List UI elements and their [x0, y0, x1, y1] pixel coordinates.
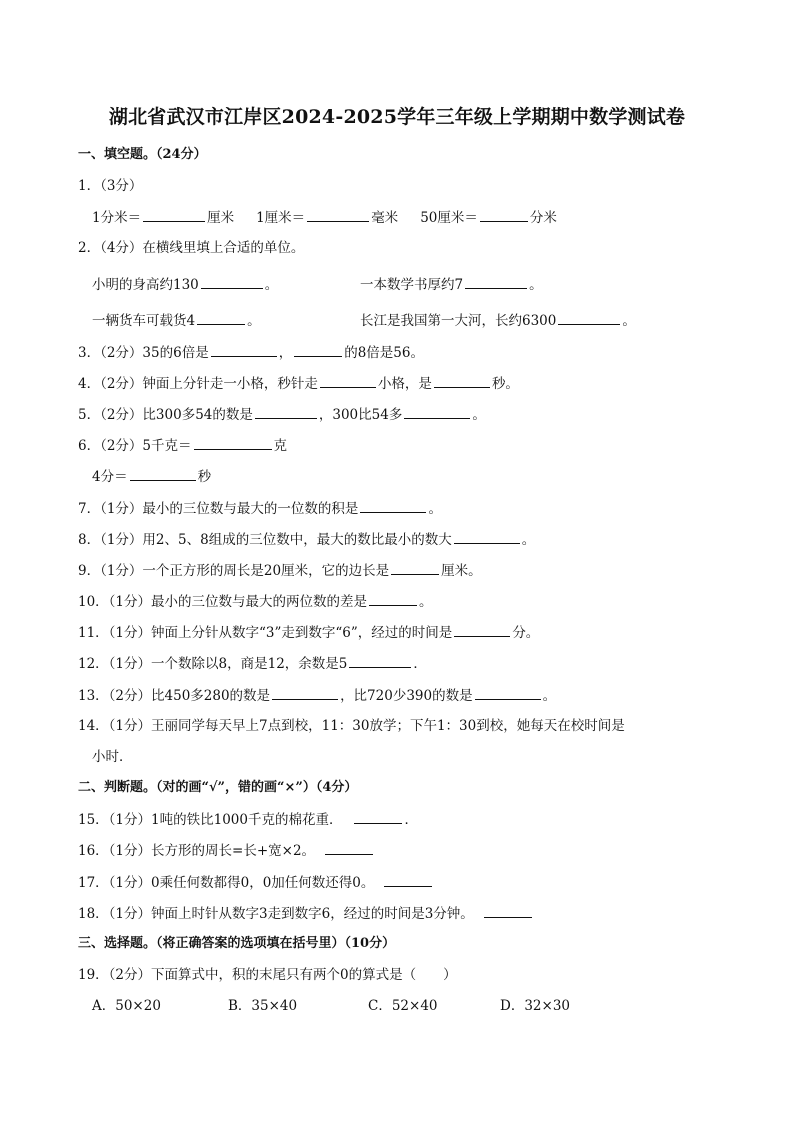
answer-blank[interactable] — [211, 343, 277, 357]
answer-blank[interactable] — [360, 499, 426, 513]
answer-blank[interactable] — [201, 275, 263, 289]
answer-blank[interactable] — [434, 374, 490, 388]
option-a[interactable]: A．50×20 — [92, 998, 161, 1014]
question-2a: 小明的身高约130 。 — [92, 277, 279, 293]
question-2c: 一辆货车可载货4 。 — [92, 313, 261, 329]
answer-blank[interactable] — [272, 686, 338, 700]
question-8: 8．（1分）用2、5、8组成的三位数中，最大的数比最小的数大 。 — [78, 532, 536, 548]
answer-blank[interactable] — [354, 810, 402, 824]
question-10: 10．（1分）最小的三位数与最大的两位数的差是 。 — [78, 594, 433, 610]
option-c[interactable]: C．52×40 — [368, 998, 438, 1014]
question-1-items: 1分米＝ 厘米 1厘米＝ 毫米 50厘米＝ 分米 — [92, 210, 557, 226]
section-judgement: 二、判断题。（对的画“√”，错的画“×”）（4分） — [78, 780, 358, 795]
answer-blank[interactable] — [484, 904, 532, 918]
answer-blank[interactable] — [197, 311, 245, 325]
answer-blank[interactable] — [454, 623, 510, 637]
question-1-head: 1．（3分） — [78, 178, 143, 194]
section-fill-in: 一、填空题。（24分） — [78, 147, 207, 162]
exam-title: 湖北省武汉市江岸区2024-2025学年三年级上学期期中数学测试卷 — [108, 106, 686, 128]
question-14-cont: 小时． — [92, 749, 133, 765]
answer-blank[interactable] — [465, 275, 527, 289]
question-2d: 长江是我国第一大河，长约6300 。 — [360, 313, 636, 329]
question-11: 11．（1分）钟面上分针从数字“3”走到数字“6”，经过的时间是 分。 — [78, 625, 540, 641]
answer-blank[interactable] — [320, 374, 376, 388]
question-2b: 一本数学书厚约7 。 — [360, 277, 543, 293]
question-5: 5．（2分）比300多54的数是 ，300比54多 。 — [78, 407, 486, 423]
question-18: 18．（1分）钟面上时针从数字3走到数字6，经过的时间是3分钟。 — [78, 904, 534, 923]
question-2-head: 2．（4分）在横线里填上合适的单位。 — [78, 240, 305, 256]
answer-blank[interactable] — [391, 561, 439, 575]
answer-blank[interactable] — [130, 467, 196, 481]
question-4: 4．（2分）钟面上分针走一小格，秒针走 小格，是 秒。 — [78, 376, 519, 392]
question-13: 13．（2分）比450多280的数是 ，比720少390的数是 。 — [78, 688, 557, 704]
answer-blank[interactable] — [255, 405, 317, 419]
answer-blank[interactable] — [558, 311, 620, 325]
question-3: 3．（2分）35的6倍是 ， 的8倍是56。 — [78, 345, 424, 361]
question-7: 7．（1分）最小的三位数与最大的一位数的积是 。 — [78, 501, 442, 517]
answer-blank[interactable] — [307, 208, 369, 222]
option-b[interactable]: B．35×40 — [228, 998, 298, 1014]
answer-blank[interactable] — [384, 873, 432, 887]
question-16: 16．（1分）长方形的周长=长+宽×2。 — [78, 841, 375, 860]
answer-blank[interactable] — [475, 686, 541, 700]
question-12: 12．（1分）一个数除以8，商是12，余数是5 ． — [78, 656, 427, 672]
answer-blank[interactable] — [143, 208, 205, 222]
section-choice: 三、选择题。（将正确答案的选项填在括号里）（10分） — [78, 936, 396, 951]
answer-blank[interactable] — [294, 343, 342, 357]
question-19: 19．（2分）下面算式中，积的末尾只有两个0的算式是（ ） — [78, 967, 457, 983]
answer-blank[interactable] — [325, 841, 373, 855]
option-d[interactable]: D．32×30 — [500, 998, 570, 1014]
answer-blank[interactable] — [454, 530, 520, 544]
question-9: 9．（1分）一个正方形的周长是20厘米，它的边长是 厘米。 — [78, 563, 482, 579]
answer-blank[interactable] — [194, 436, 272, 450]
question-17: 17．（1分）0乘任何数都得0，0加任何数还得0。 — [78, 873, 434, 892]
question-6a: 6．（2分）5千克＝ 克 — [78, 438, 288, 454]
question-15: 15．（1分）1吨的铁比1000千克的棉花重． ． — [78, 812, 418, 828]
answer-blank[interactable] — [404, 405, 470, 419]
answer-blank[interactable] — [480, 208, 528, 222]
answer-blank[interactable] — [369, 592, 417, 606]
question-6b: 4分＝ 秒 — [92, 469, 212, 485]
question-14: 14．（1分）王丽同学每天早上7点到校，11：30放学；下午1：30到校，她每天在校时间是 — [78, 718, 625, 734]
answer-blank[interactable] — [349, 654, 411, 668]
